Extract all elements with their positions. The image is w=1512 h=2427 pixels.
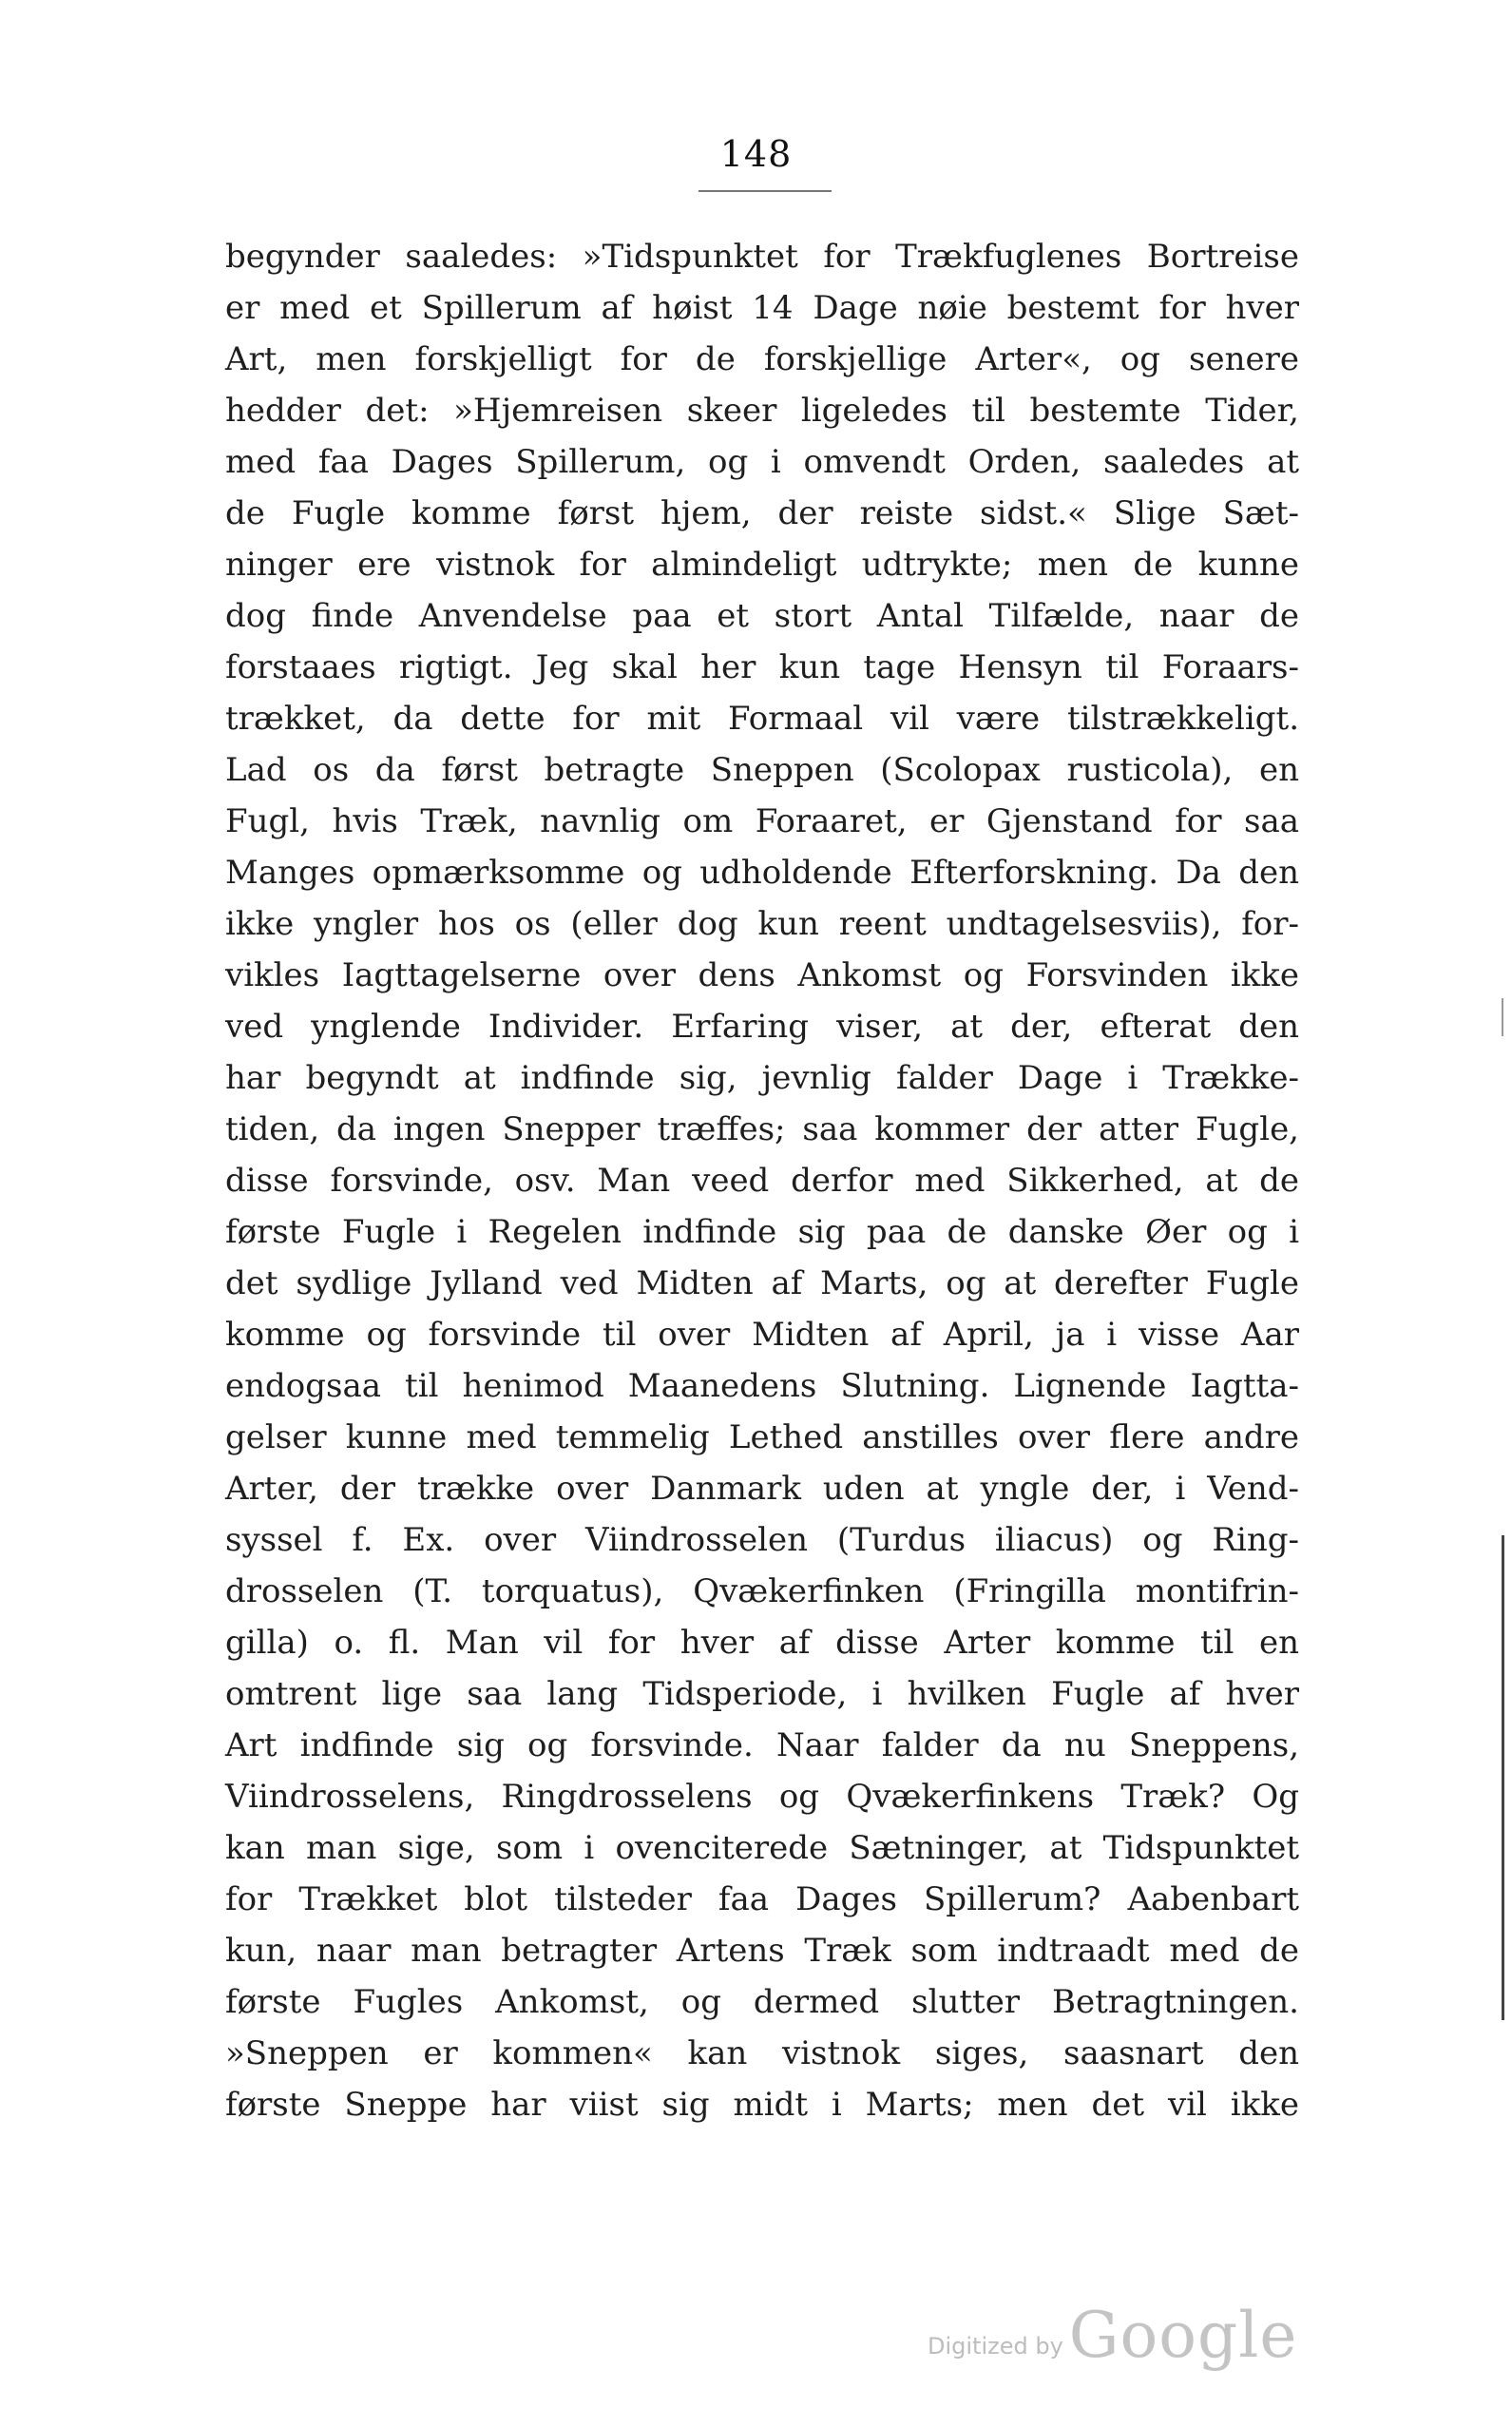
text-line: første Fugle i Regelen indfinde sig paa de danske Øer og i xyxy=(225,1213,1299,1251)
body-text xyxy=(225,231,1299,2130)
text-line: begynder saaledes: »Tidspunktet for Trækfuglenes Bortreise xyxy=(225,238,1299,276)
text-line: syssel f. Ex. over Viindrosselen (Turdus iliacus) og Ring- xyxy=(225,1521,1299,1559)
text-line: omtrent lige saa lang Tidsperiode, i hvilken Fugle af hver xyxy=(225,1675,1299,1713)
text-line: vikles Iagttagelserne over dens Ankomst og Forsvinden ikke xyxy=(225,956,1299,994)
text-line: Lad os da først betragte Sneppen (Scolopax rusticola), en xyxy=(225,751,1299,789)
text-line: har begyndt at indfinde sig, jevnlig falder Dage i Trække- xyxy=(225,1059,1299,1097)
digitized-watermark xyxy=(928,2291,1298,2372)
text-line: Manges opmærksomme og udholdende Efterforskning. Da den xyxy=(225,854,1299,892)
text-line: er med et Spillerum af høist 14 Dage nøie bestemt for hver xyxy=(225,289,1299,327)
text-line: kun, naar man betragter Artens Træk som indtraadt med de xyxy=(225,1932,1299,1970)
text-line: første Sneppe har viist sig midt i Marts; men det vil ikke xyxy=(225,2086,1299,2124)
text-line: første Fugles Ankomst, og dermed slutter Betragtningen. xyxy=(225,1983,1299,2021)
scan-edge-tick xyxy=(1502,998,1503,1036)
text-line: Fugl, hvis Træk, navnlig om Foraaret, er Gjenstand for saa xyxy=(225,802,1299,840)
text-line: Art, men forskjelligt for de forskjellige Arter«, og senere xyxy=(225,340,1299,378)
text-line: endogsaa til henimod Maanedens Slutning. Lignende Iagtta- xyxy=(225,1367,1299,1405)
scan-edge-shadow xyxy=(1502,1535,1504,2020)
text-line: med faa Dages Spillerum, og i omvendt Orden, saaledes at xyxy=(225,443,1299,481)
text-line: dog finde Anvendelse paa et stort Antal Tilfælde, naar de xyxy=(225,597,1299,635)
text-line: ninger ere vistnok for almindeligt udtrykte; men de kunne xyxy=(225,546,1299,584)
text-line: ikke yngler hos os (eller dog kun reent undtagelsesviis), for- xyxy=(225,905,1299,943)
text-line: drosselen (T. torquatus), Qvækerfinken (Fringilla montifrin- xyxy=(225,1572,1299,1610)
text-line: gilla) o. fl. Man vil for hver af disse Arter komme til en xyxy=(225,1624,1299,1662)
text-line: det sydlige Jylland ved Midten af Marts, og at derefter Fugle xyxy=(225,1264,1299,1302)
text-line: hedder det: »Hjemreisen skeer ligeledes til bestemte Tider, xyxy=(225,392,1299,430)
text-line: tiden, da ingen Snepper træffes; saa kommer der atter Fugle, xyxy=(225,1110,1299,1148)
text-line: trækket, da dette for mit Formaal vil være tilstrækkeligt. xyxy=(225,700,1299,738)
text-line: gelser kunne med temmelig Lethed anstilles over flere andre xyxy=(225,1418,1299,1456)
text-line: disse forsvinde, osv. Man veed derfor med Sikkerhed, at de xyxy=(225,1162,1299,1200)
page-number-rule xyxy=(699,190,832,192)
google-logo: Google xyxy=(1068,2299,1298,2372)
text-line: »Sneppen er kommen« kan vistnok siges, saasnart den xyxy=(225,2034,1299,2072)
digitized-label: Digitized by xyxy=(928,2333,1063,2360)
text-line: for Trækket blot tilsteder faa Dages Spillerum? Aabenbart xyxy=(225,1880,1299,1918)
text-line: Arter, der trække over Danmark uden at yngle der, i Vend- xyxy=(225,1470,1299,1508)
text-line: de Fugle komme først hjem, der reiste sidst.« Slige Sæt- xyxy=(225,494,1299,532)
text-line: Viindrosselens, Ringdrosselens og Qvækerfinkens Træk? Og xyxy=(225,1778,1299,1816)
page-number: 148 xyxy=(719,133,793,175)
text-line: kan man sige, som i ovenciterede Sætninger, at Tidspunktet xyxy=(225,1829,1299,1867)
text-line: Art indfinde sig og forsvinde. Naar falder da nu Sneppens, xyxy=(225,1726,1299,1764)
text-line: ved ynglende Individer. Erfaring viser, at der, efterat den xyxy=(225,1008,1299,1046)
text-line: forstaaes rigtigt. Jeg skal her kun tage Hensyn til Foraars- xyxy=(225,648,1299,686)
text-line: komme og forsvinde til over Midten af April, ja i visse Aar xyxy=(225,1316,1299,1354)
